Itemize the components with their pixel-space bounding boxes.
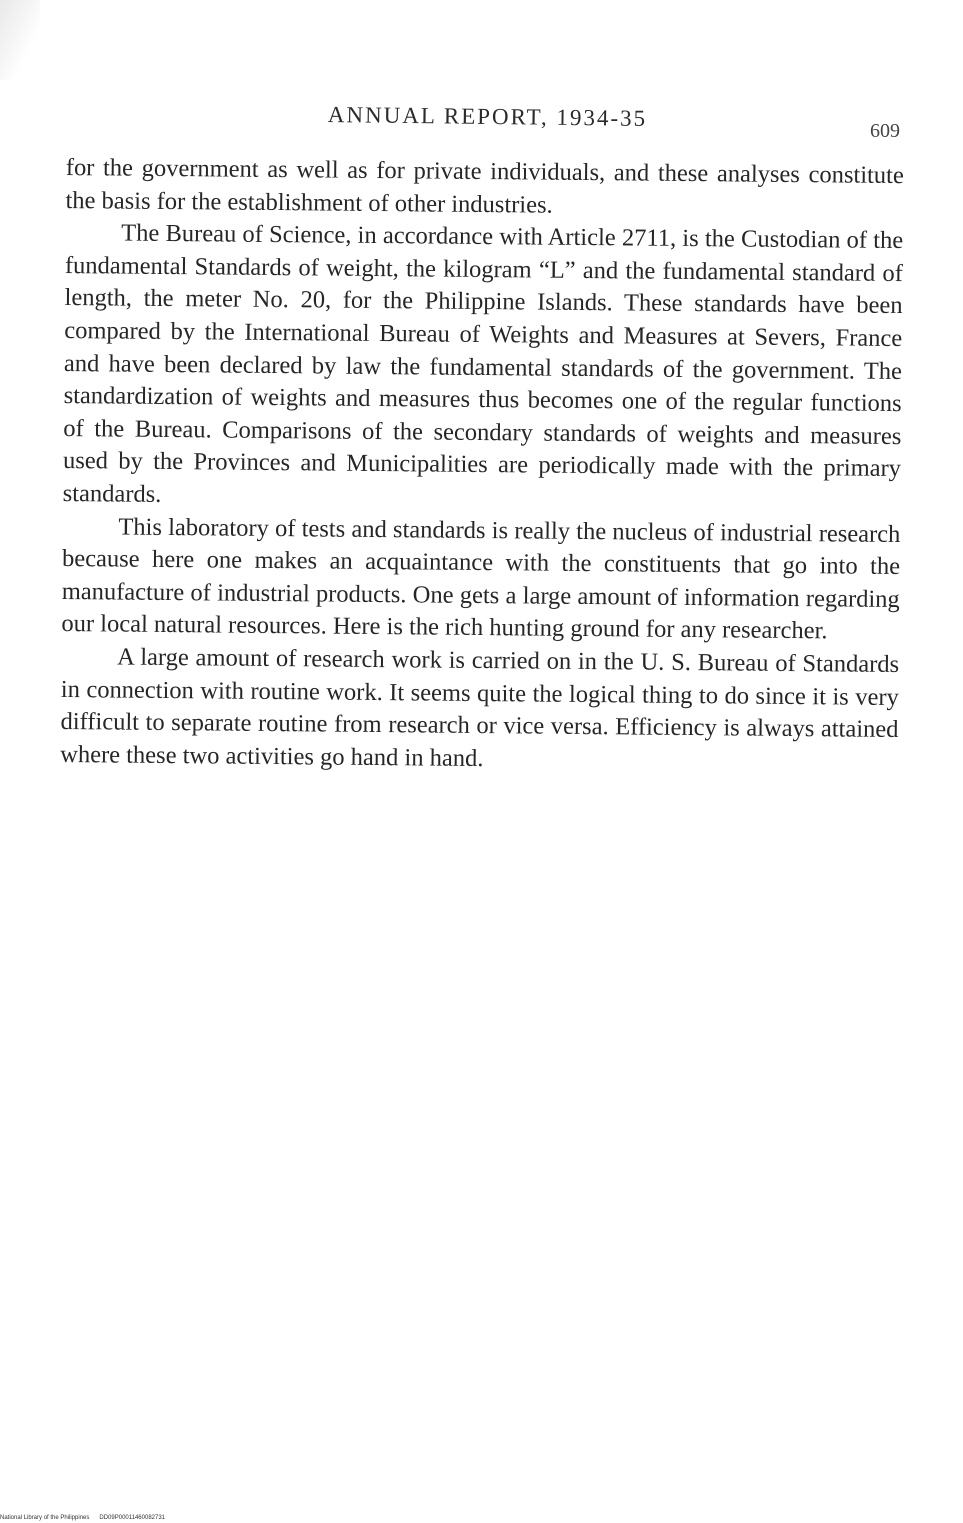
- paragraph-laboratory-nucleus: This laboratory of tests and standards is really the nucleus of industrial research because here one makes an acquaintance with the constituents that go into the manufacture of industrial products. One gets a large amount of information regarding our local natural resources. Here is the rich hunting ground for any researcher.: [61, 513, 901, 645]
- running-title: ANNUAL REPORT, 1934-35: [327, 102, 648, 131]
- paragraph-research-routine: A large amount of research work is carried on in the U. S. Bureau of Standards in connection with routine work. It seems quite the logical thing to do since it is very difficult to separate routine from research or vice versa. Efficiency is always attained where these two activities go hand in hand.: [60, 643, 900, 772]
- paragraph-standards-custodian: The Bureau of Science, in accordance with Article 2711, is the Custodian of the fundamental Standards of weight, the kilogram “L” and the fundamental standard of length, the meter No. 20, for the Philippine Islands. These standards have been compared by the International Bureau of Weights and Measures at Severs, France and have been declared by law the fundamental standards of the government. The standardization of weights and measures thus becomes one of the regular functions of the Bureau. Comparisons of the secondary standards of weights and measures used by the Provinces and Municipalities are periodically made with the primary standards.: [62, 219, 904, 508]
- page-header: [0, 100, 963, 140]
- scan-shadow: [0, 0, 40, 80]
- library-name: National Library of the Philippines: [0, 1515, 90, 1521]
- paragraph-continued: for the government as well as for private individuals, and these analyses constitute the basis for the establishment of other industries.: [65, 153, 904, 219]
- page-number: 609: [870, 120, 900, 142]
- body-text: [60, 152, 904, 779]
- scan-footer: [0, 1515, 165, 1521]
- document-id: DD09P00011460082731: [99, 1515, 166, 1521]
